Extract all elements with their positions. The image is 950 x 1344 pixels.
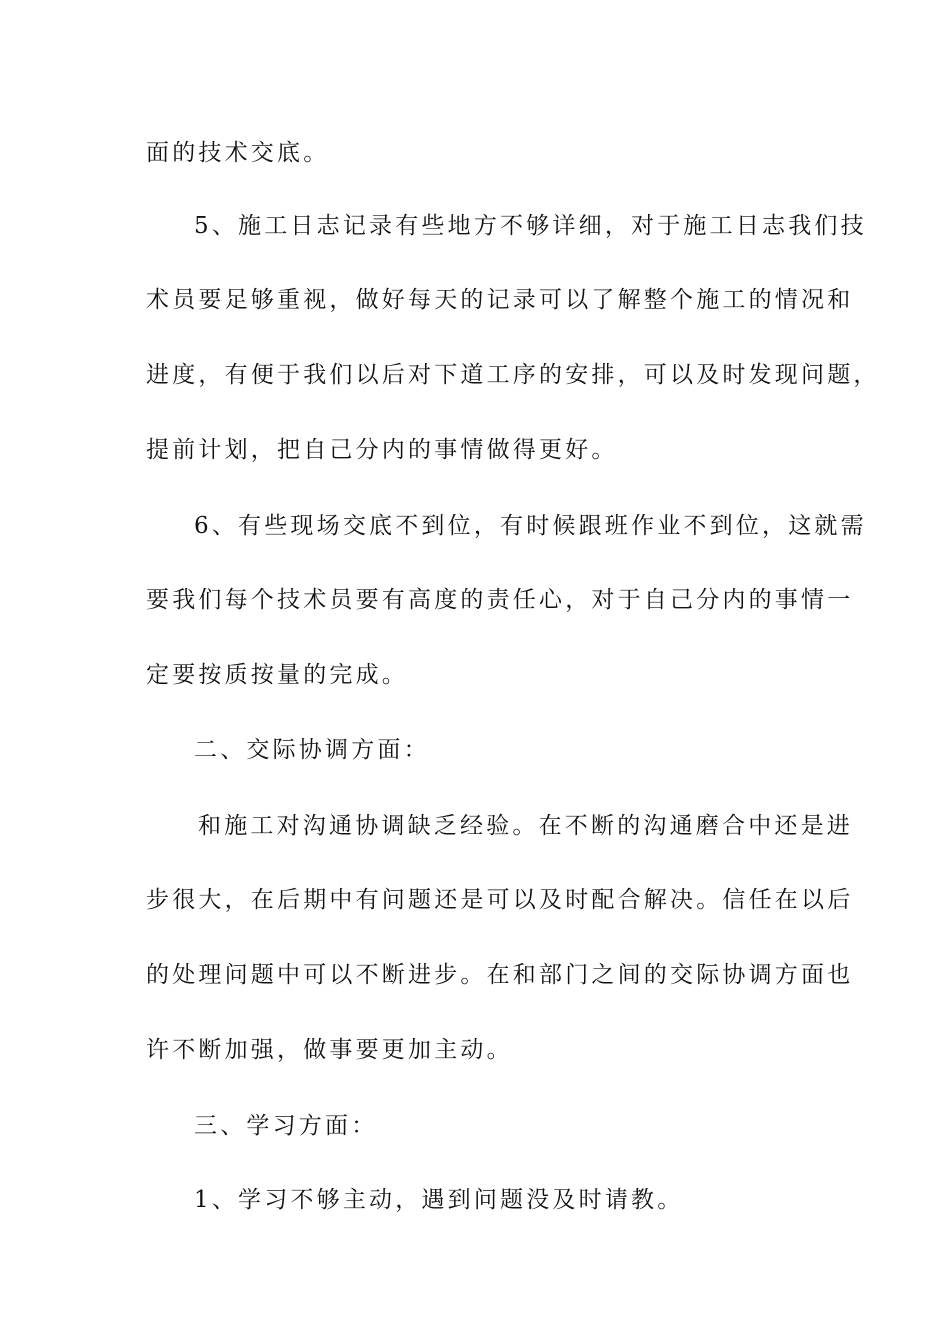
body-text-line: 面的技术交底。 <box>146 140 330 166</box>
list-item-1-line: 1、学习不够主动，遇到问题没及时请教。 <box>194 1187 684 1213</box>
body-text-line: 定要按质按量的完成。 <box>146 662 408 688</box>
list-item-6-line: 6、有些现场交底不到位，有时候跟班作业不到位，这就需 <box>194 513 867 539</box>
body-text-line: 的处理问题中可以不断进步。在和部门之间的交际协调方面也 <box>146 962 854 988</box>
body-text-line: 术员要足够重视，做好每天的记录可以了解整个施工的情况和 <box>146 287 854 313</box>
body-text-line: 要我们每个技术员要有高度的责任心，对于自己分内的事情一 <box>146 587 854 613</box>
list-item-5-line: 5、施工日志记录有些地方不够详细，对于施工日志我们技 <box>194 213 867 239</box>
body-text-line: 步很大，在后期中有问题还是可以及时配合解决。信任在以后 <box>146 887 854 913</box>
section-heading-learning: 三、学习方面： <box>194 1113 378 1139</box>
section-heading-communication: 二、交际协调方面： <box>194 737 430 763</box>
body-text-line: 和施工对沟通协调缺乏经验。在不断的沟通磨合中还是进 <box>198 813 853 839</box>
body-text-line: 提前计划，把自己分内的事情做得更好。 <box>146 437 618 463</box>
body-text-line: 进度，有便于我们以后对下道工序的安排，可以及时发现问题， <box>146 362 880 388</box>
body-text-line: 许不断加强，做事要更加主动。 <box>146 1037 513 1063</box>
